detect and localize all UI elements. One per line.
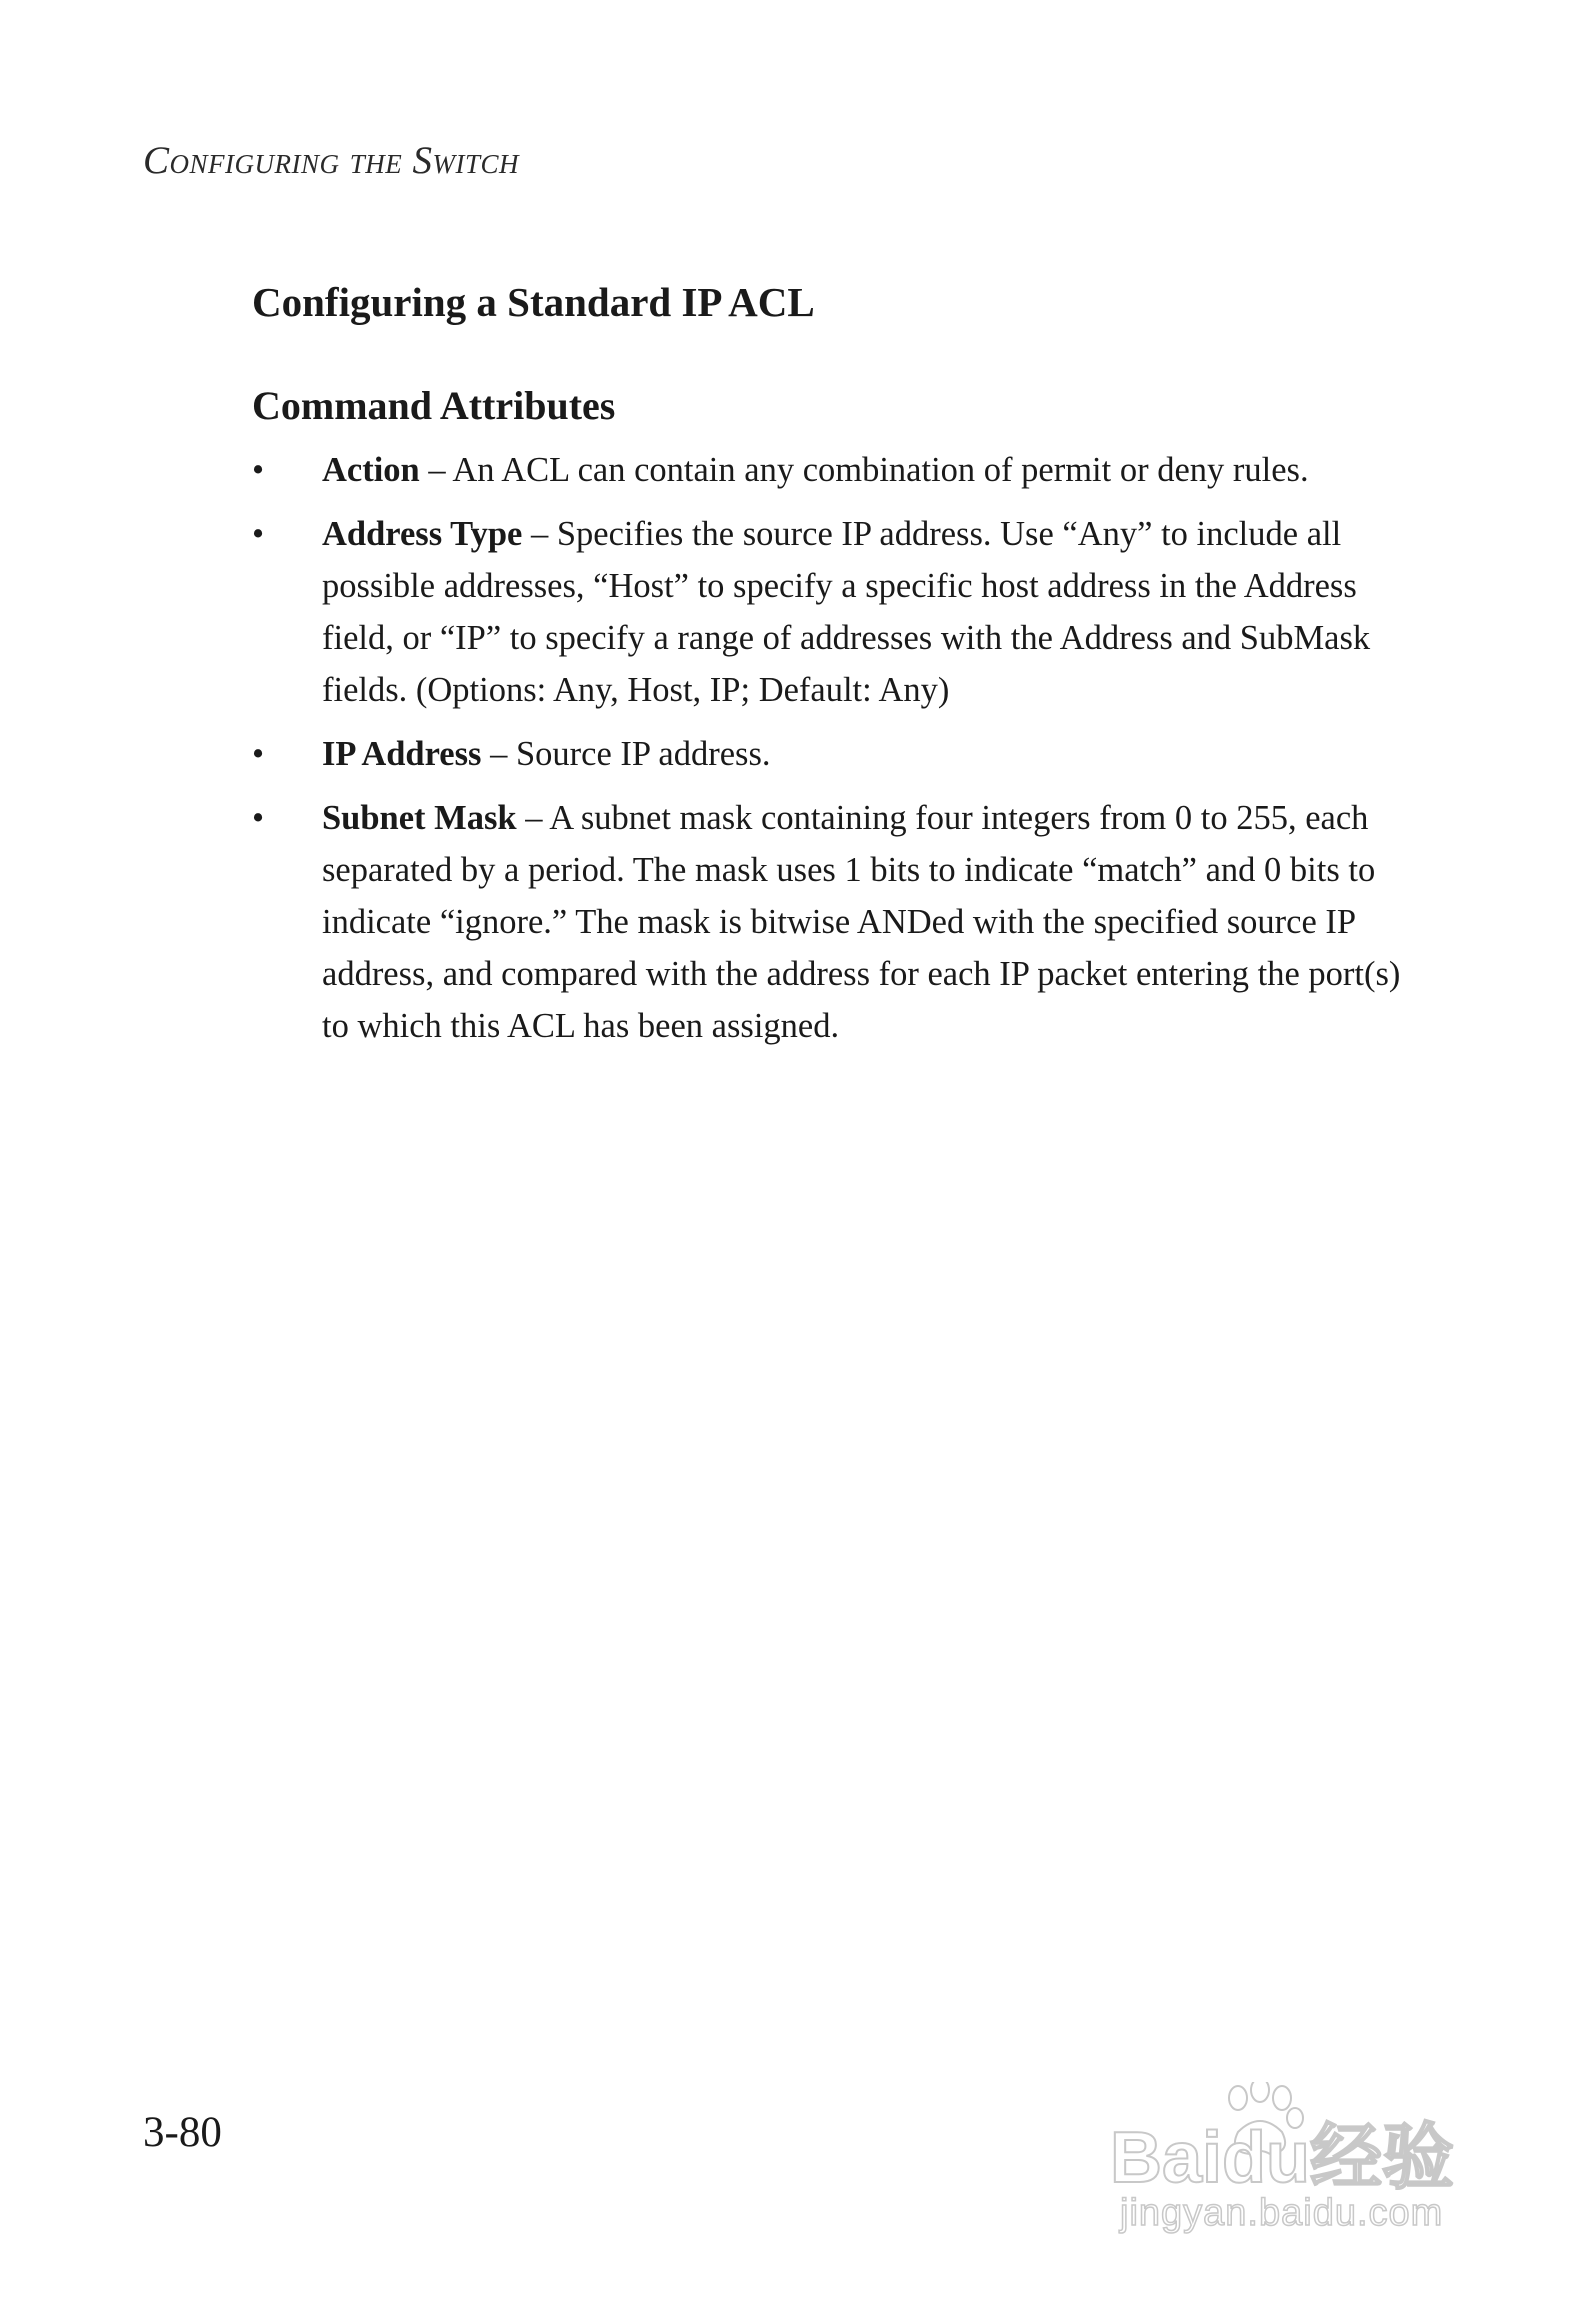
- attribute-description: A subnet mask containing four integers from 0 to 255, each separated by a period. The mask uses 1 bits to indicate “match” and 0 bits to indicate “ignore.” The mask is bitwise ANDed with the specified source IP address, and compared with the address for each IP packet entering the port(s) to which this ACL has been assigned.: [322, 799, 1401, 1045]
- attribute-term: Address Type: [322, 515, 523, 553]
- subsection-title: Command Attributes: [252, 383, 616, 428]
- attribute-list: [252, 444, 1402, 1064]
- section-title: Configuring a Standard IP ACL: [252, 279, 815, 325]
- baidu-paw-logo-icon: [1110, 2082, 1490, 2192]
- page-number: 3-80: [143, 2109, 222, 2156]
- attribute-separator: –: [522, 515, 557, 553]
- attribute-separator: –: [419, 451, 453, 489]
- attribute-term: Subnet Mask: [322, 799, 517, 837]
- baidu-logo-text: Baidu经验: [1110, 2118, 1455, 2192]
- attribute-separator: –: [516, 799, 550, 837]
- attribute-description: Specifies the source IP address. Use “Any” to include all possible addresses, “Host” to specify a specific host address in the Address field, or “IP” to specify a range of addresses with the Address and SubMask fields. (Options: Any, Host, IP; Default: Any): [322, 515, 1371, 709]
- watermark-url: jingyan.baidu.com: [1120, 2192, 1444, 2234]
- bullet-icon: •: [252, 451, 265, 489]
- attribute-term: Action: [322, 451, 420, 489]
- attribute-item-action: [252, 444, 1402, 496]
- bullet-icon: •: [252, 735, 265, 773]
- attribute-item-address-type: [252, 508, 1402, 716]
- attribute-item-subnet-mask: [252, 792, 1402, 1052]
- bullet-icon: •: [252, 799, 265, 837]
- attribute-description: An ACL can contain any combination of permit or deny rules.: [452, 451, 1309, 489]
- running-header: Configuring the Switch: [143, 139, 520, 182]
- attribute-term: IP Address: [322, 735, 482, 773]
- attribute-description: Source IP address.: [515, 735, 771, 773]
- attribute-item-ip-address: [252, 728, 1402, 780]
- attribute-separator: –: [481, 735, 516, 773]
- bullet-icon: •: [252, 515, 265, 553]
- baidu-jingyan-watermark: [1110, 2062, 1490, 2242]
